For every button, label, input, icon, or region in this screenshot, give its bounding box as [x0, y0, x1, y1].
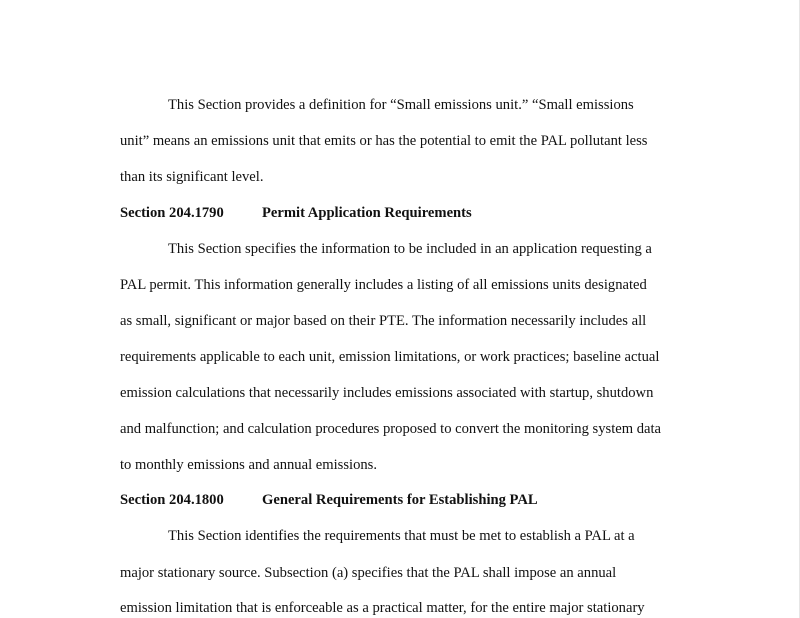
- section-title: General Requirements for Establishing PAL: [262, 492, 538, 508]
- section-number: Section 204.1790: [120, 205, 224, 221]
- paragraph-line: unit” means an emissions unit that emits or has the potential to emit the PAL pollutant less: [120, 133, 648, 149]
- paragraph-line: as small, significant or major based on their PTE. The information necessarily includes all: [120, 313, 647, 329]
- section-number: Section 204.1800: [120, 492, 224, 508]
- paragraph-line: This Section specifies the information to be included in an application requesting a: [168, 241, 652, 257]
- paragraph-line: emission limitation that is enforceable as a practical matter, for the entire major stationary: [120, 600, 645, 616]
- paragraph-line: PAL permit. This information generally includes a listing of all emissions units designated: [120, 277, 647, 293]
- section-title: Permit Application Requirements: [262, 205, 472, 221]
- paragraph-line: This Section identifies the requirements that must be met to establish a PAL at a: [168, 528, 635, 544]
- paragraph-line: to monthly emissions and annual emissions.: [120, 457, 378, 473]
- section-heading: [120, 204, 472, 222]
- paragraph-line: This Section provides a definition for “Small emissions unit.” “Small emissions: [168, 97, 634, 113]
- section-heading: [120, 491, 538, 509]
- paragraph-line: major stationary source. Subsection (a) specifies that the PAL shall impose an annual: [120, 565, 617, 581]
- paragraph-line: than its significant level.: [120, 169, 264, 185]
- paragraph-line: and malfunction; and calculation procedures proposed to convert the monitoring system data: [120, 421, 662, 437]
- paragraph-line: emission calculations that necessarily includes emissions associated with startup, shutdown: [120, 385, 654, 401]
- paragraph-line: requirements applicable to each unit, emission limitations, or work practices; baseline actual: [120, 349, 660, 365]
